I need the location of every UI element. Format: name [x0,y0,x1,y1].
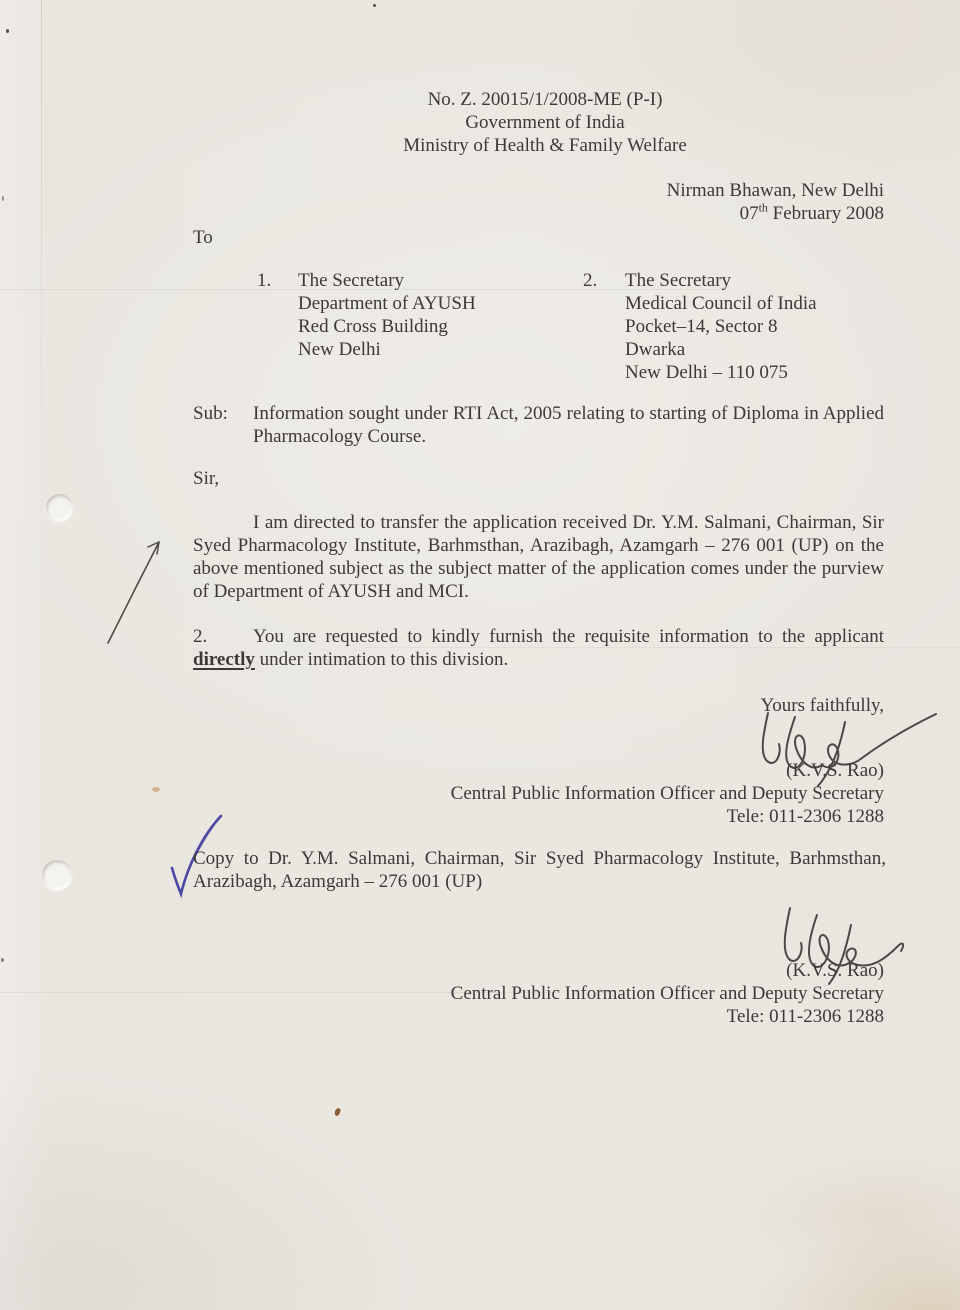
signatory-title: Central Public Information Officer and Deputy Secretary [450,983,884,1004]
address-line: Red Cross Building [298,316,448,337]
subject-text: Information sought under RTI Act, 2005 relating to starting of Diploma in Applied Pharmacology Course. [253,403,884,447]
paper-speck [152,787,160,792]
date-rest: February 2008 [767,203,884,224]
address-line: Department of AYUSH [298,293,476,314]
letterhead [130,88,960,157]
paper-speck [2,196,4,201]
signatory-title: Central Public Information Officer and Deputy Secretary [450,783,884,804]
place-line: Nirman Bhawan, New Delhi [666,180,884,201]
address-line: The Secretary [625,270,732,291]
date-block [667,179,884,225]
paragraph-number: 2. [193,626,208,647]
to-label: To [193,227,213,248]
paragraph-text: under intimation to this division. [254,649,509,670]
recipient-list [257,269,817,384]
paper-speck [1,958,4,962]
signatory-name: (K.V.S. Rao) [786,960,884,981]
signatory-telephone: Tele: 011-2306 1288 [726,1006,884,1027]
government-line: Government of India [465,112,625,133]
signatory-name: (K.V.S. Rao) [786,760,884,781]
recipient-1 [257,269,583,384]
pencil-arrow-icon [98,533,168,648]
recipient-2 [583,269,817,384]
address-line: The Secretary [298,270,405,291]
closing-line: Yours faithfully, [760,695,884,716]
address-line: New Delhi – 110 075 [625,362,788,383]
subject-label: Sub: [193,403,228,424]
signature-block [451,959,884,1028]
body-paragraph-2 [193,625,884,671]
punch-hole [46,494,73,521]
copy-line: Copy to Dr. Y.M. Salmani, Chairman, Sir Syed Pharmacology Institute, Barhmsthan, Arazibagh, Azamgarh – 276 001 (UP) [193,848,886,892]
emphasized-word: directly [193,649,255,670]
body-paragraph-1: I am directed to transfer the application received Dr. Y.M. Salmani, Chairman, Sir Syed Pharmacology Institute, Barhmsthan, Arazibagh, Azamgarh – 276 001 (UP) on the above mentioned subject as the subject matter of the application comes under the purview of Department of AYUSH and MCI. [193,512,884,602]
date-ordinal: th [758,200,768,215]
recipient-address [298,269,476,384]
paragraph-text: You are requested to kindly furnish the requisite information to the applicant [253,626,884,647]
punch-hole [42,860,72,890]
salutation: Sir, [193,468,220,489]
recipient-number: 2. [583,270,598,291]
date-line [667,202,884,225]
signature-block [451,759,884,828]
subject-block [193,402,884,448]
signatory-telephone: Tele: 011-2306 1288 [726,806,884,827]
paper-speck [373,4,376,7]
fold-crease [41,0,42,560]
paper-speck [6,29,9,33]
recipient-number: 1. [257,270,272,291]
paper-speck [334,1107,341,1116]
reference-number: No. Z. 20015/1/2008-ME (P-I) [427,89,663,110]
address-line: New Delhi [298,339,381,360]
address-line: Medical Council of India [625,293,817,314]
address-line: Pocket–14, Sector 8 [625,316,778,337]
ministry-line: Ministry of Health & Family Welfare [403,135,687,156]
date-day: 07 [739,203,759,224]
recipient-address [625,269,817,384]
address-line: Dwarka [625,339,686,360]
